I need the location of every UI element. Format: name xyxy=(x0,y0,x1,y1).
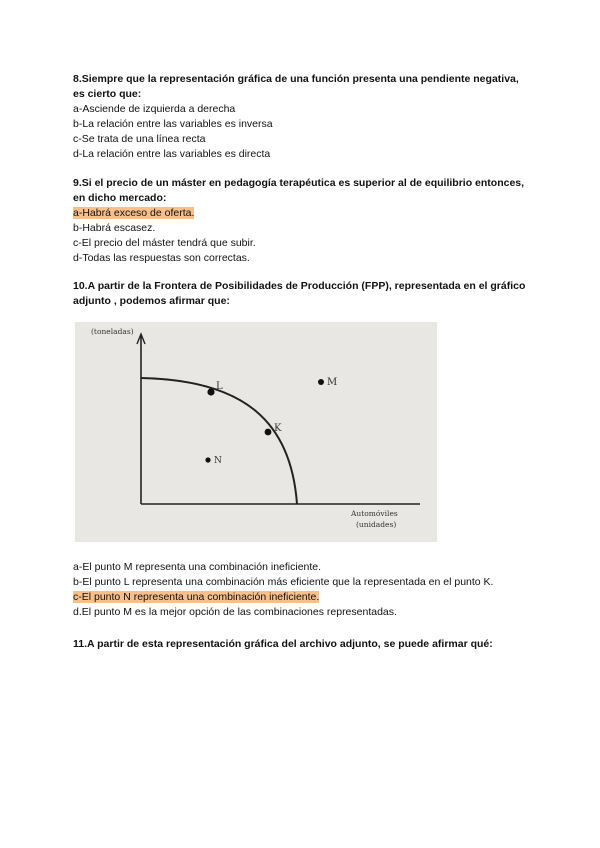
point-n-label: N xyxy=(214,456,222,466)
question-8-option-d: d-La relación entre las variables es directa xyxy=(73,148,271,160)
question-10-option-c-highlighted: c-El punto N representa una combinación ineficiente. xyxy=(73,591,320,603)
question-9-option-c: c-El precio del máster tendrá que subir. xyxy=(73,237,256,249)
point-l-label: L xyxy=(216,381,223,392)
question-8-option-a: a-Asciende de izquierda a derecha xyxy=(73,103,236,115)
question-8-title: 8.Siempre que la representación gráfica de una función presenta una pendiente negativa, es cierto que: xyxy=(73,73,519,100)
point-n-dot xyxy=(205,457,210,462)
question-9-option-d: d-Todas las respuestas son correctas. xyxy=(73,252,250,264)
question-10-option-b: b-El punto L representa una combinación más eficiente que la representada en el punto K. xyxy=(73,576,494,588)
point-m-label: M xyxy=(327,377,338,388)
question-8-option-b: b-La relación entre las variables es inversa xyxy=(73,118,273,130)
point-k-label: K xyxy=(274,423,282,434)
question-11 xyxy=(73,637,533,652)
ppf-figure xyxy=(75,322,437,542)
ppf-graph xyxy=(75,322,437,542)
question-8-option-c: c-Se trata de una línea recta xyxy=(73,133,206,145)
point-l-dot xyxy=(207,388,214,395)
point-k-dot xyxy=(265,429,272,436)
point-m-dot xyxy=(318,379,324,385)
x-axis-label-line-1: Automóviles xyxy=(351,509,398,518)
question-10-option-d: d.El punto M es la mejor opción de las combinaciones representadas. xyxy=(73,606,397,618)
question-10-option-a: a-El punto M representa una combinación ineficiente. xyxy=(73,561,322,573)
x-axis-label-line-2: (unidades) xyxy=(356,520,397,529)
question-9-title: 9.Si el precio de un máster en pedagogía terapéutica es superior al de equilibrio entonces, en dicho mercado: xyxy=(73,177,525,204)
question-9-option-a-highlighted: a-Habrá exceso de oferta. xyxy=(73,207,195,219)
question-8 xyxy=(73,72,533,162)
y-axis-label: (toneladas) xyxy=(91,327,134,336)
question-9-option-b: b-Habrá escasez. xyxy=(73,222,156,234)
ppf-curve xyxy=(141,378,297,504)
question-10 xyxy=(73,279,533,309)
question-11-title: 11.A partir de esta representación gráfica del archivo adjunto, se puede afirmar qué: xyxy=(73,638,493,650)
question-10-options xyxy=(73,560,533,620)
question-10-title: 10.A partir de la Frontera de Posibilidades de Producción (FPP), representada en el gráfico adjunto , podemos afirmar que: xyxy=(73,280,526,307)
question-9 xyxy=(73,176,533,266)
